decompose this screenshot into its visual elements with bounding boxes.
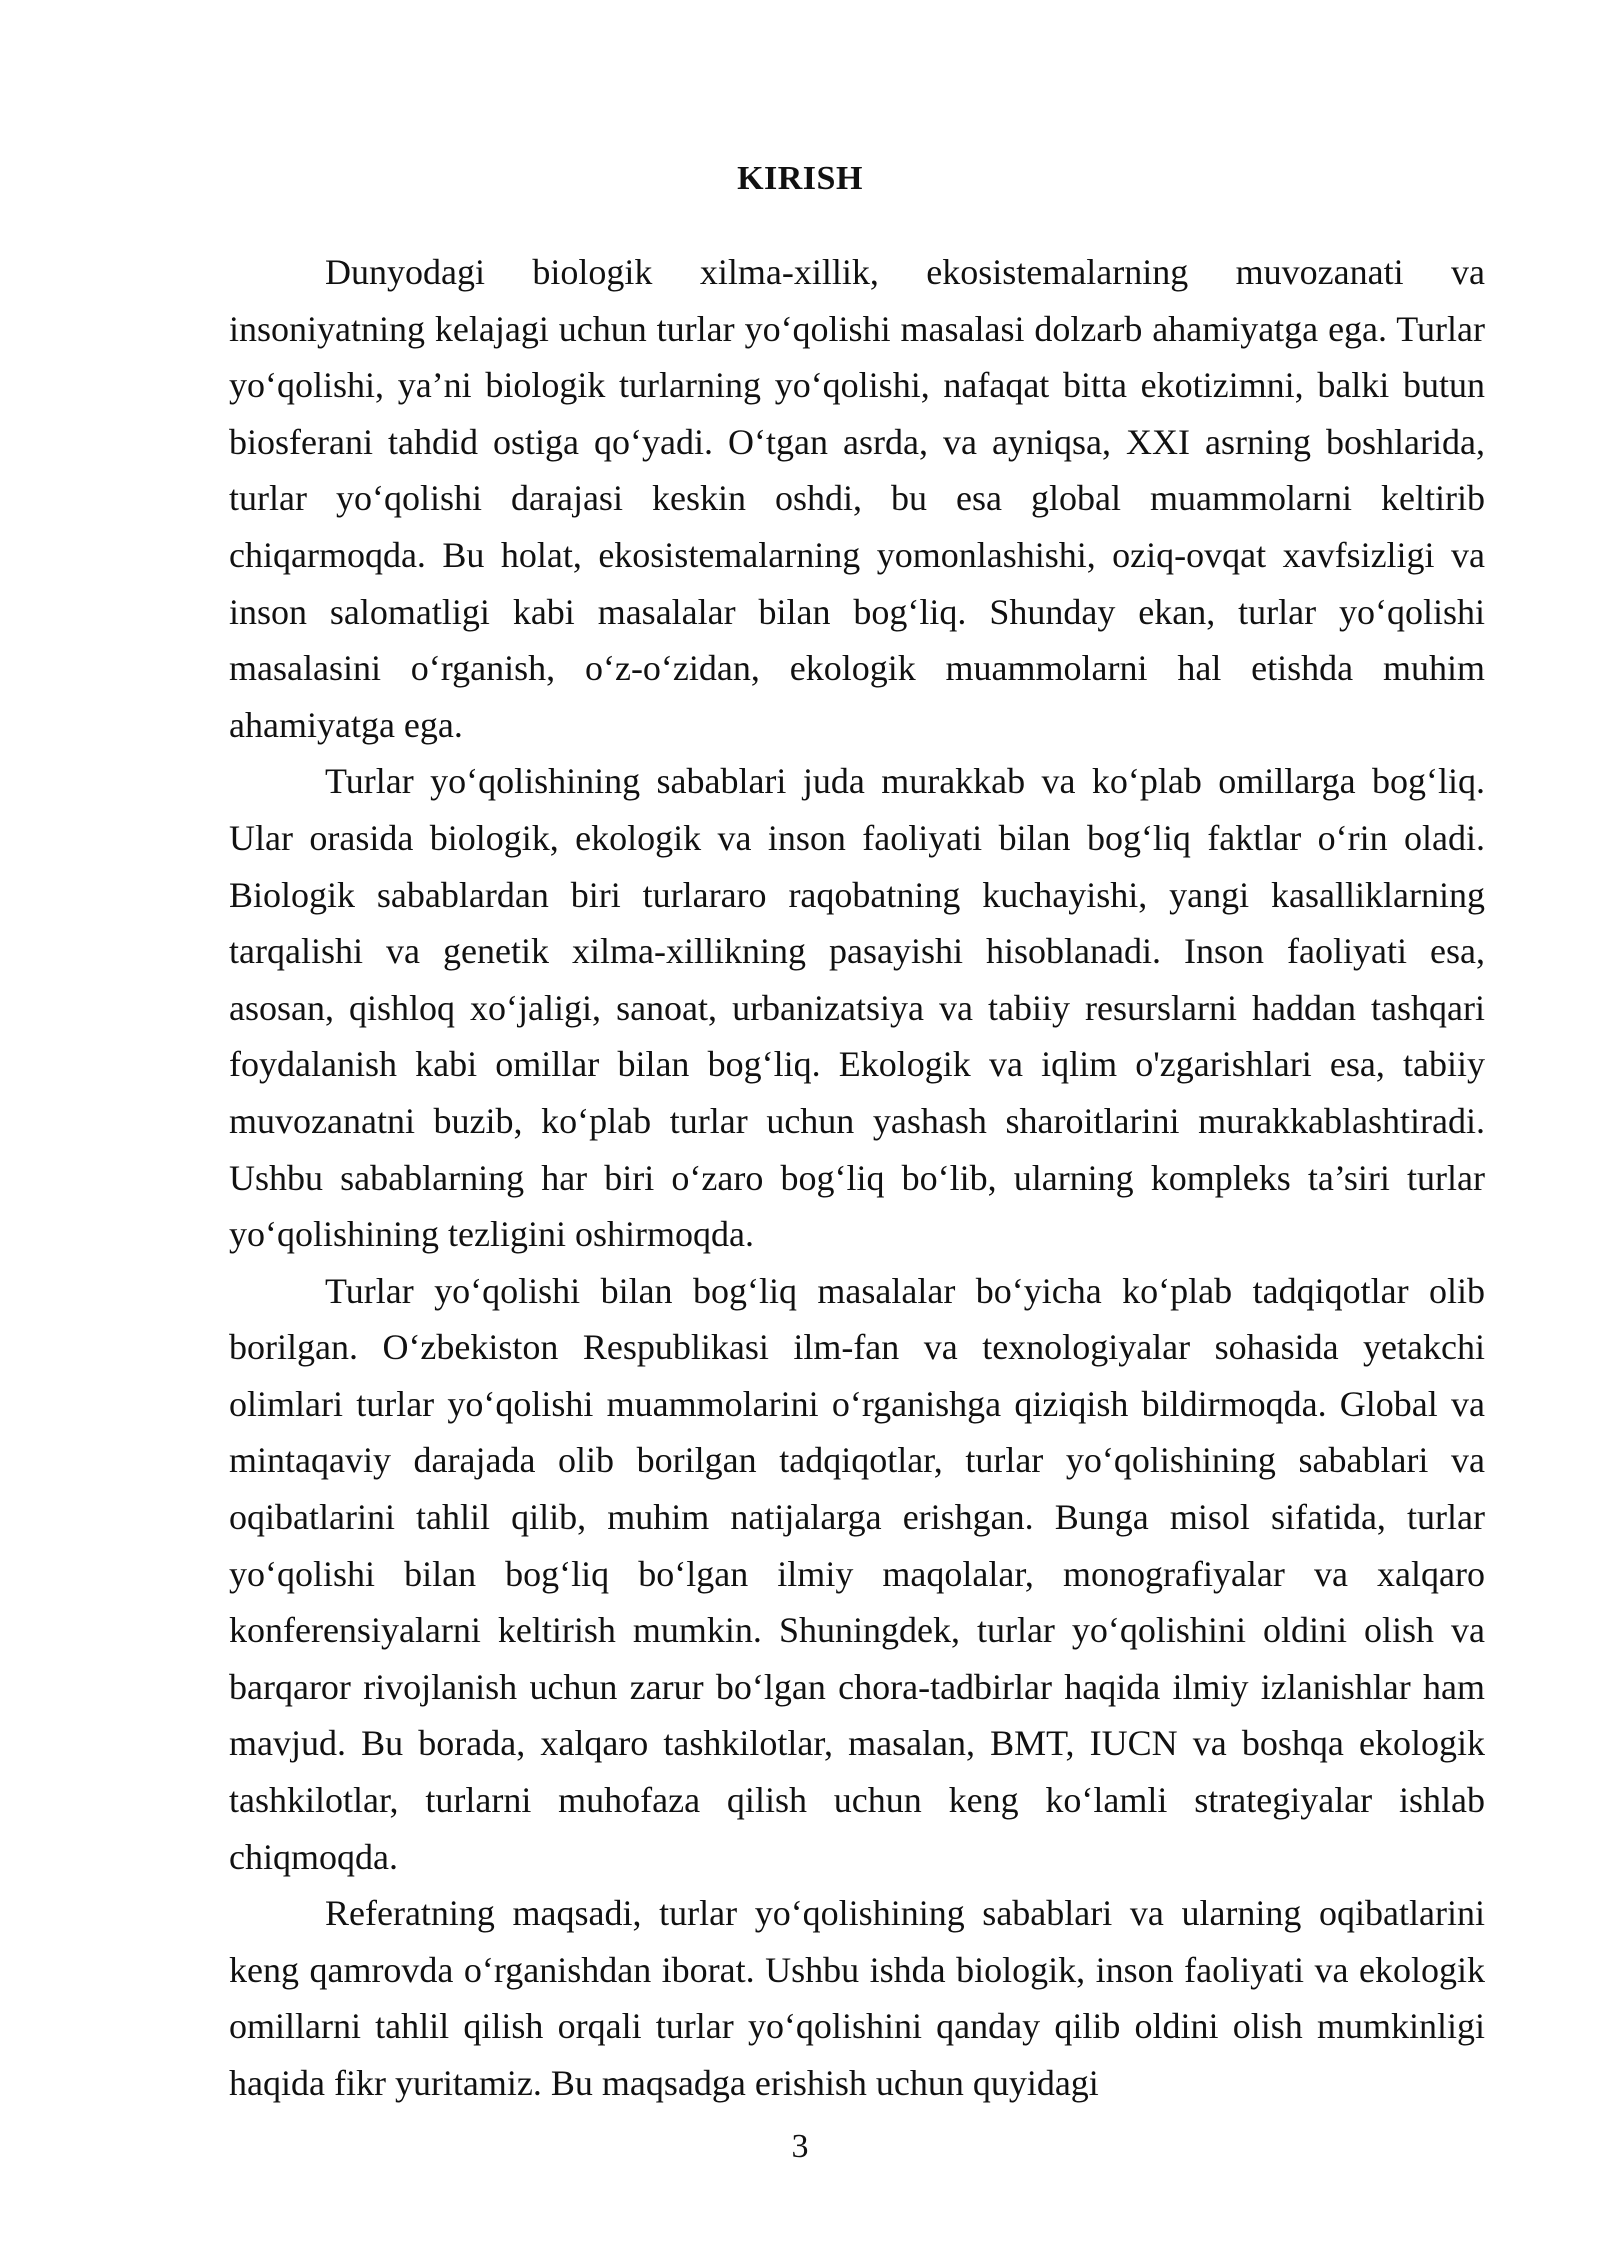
paragraph-4: Referatning maqsadi, turlar yo‘qolishining sabablari va ularning oqibatlarini keng qamrovda o‘rganishdan iborat. Ushbu ishda biologik, inson faoliyati va ekologik omillarni tahlil qilish orqali turlar yo‘qolishini qanday qilib oldini olish mumkinligi haqida fikr yuritamiz. Bu maqsadga erishish uchun quyidagi [229,1893,1485,2103]
paragraph-3: Turlar yo‘qolishi bilan bog‘liq masalalar bo‘yicha ko‘plab tadqiqotlar olib borilgan. O‘zbekiston Respublikasi ilm-fan va texnologiyalar sohasida yetakchi olimlari turlar yo‘qolishi muammolarini o‘rganishga qiziqish bildirmoqda. Global va mintaqaviy darajada olib borilgan tadqiqotlar, turlar yo‘qolishining sabablari va oqibatlarini tahlil qilib, muhim natijalarga erishgan. Bunga misol sifatida, turlar yo‘qolishi bilan bog‘liq bo‘lgan ilmiy maqolalar, monografiyalar va xalqaro konferensiyalarni keltirish mumkin. Shuningdek, turlar yo‘qolishini oldini olish va barqaror rivojlanish uchun zarur bo‘lgan chora-tadbirlar haqida ilmiy izlanishlar ham mavjud. Bu borada, xalqaro tashkilotlar, masalan, BMT, IUCN va boshqa ekologik tashkilotlar, turlarni muhofaza qilish uchun keng ko‘lamli strategiyalar ishlab chiqmoqda. [229,1270,1485,1877]
paragraph-1: Dunyodagi biologik xilma-xillik, ekosistemalarning muvozanati va insoniyatning kelajagi uchun turlar yo‘qolishi masalasi dolzarb ahamiyatga ega. Turlar yo‘qolishi, ya’ni biologik turlarning yo‘qolishi, nafaqat bitta ekotizimni, balki butun biosferani tahdid ostiga qo‘yadi. O‘tgan asrda, va ayniqsa, XXI asrning boshlarida, turlar yo‘qolishi darajasi keskin oshdi, bu esa global muammolarni keltirib chiqarmoqda. Bu holat, ekosistemalarning yomonlashishi, oziq-ovqat xavfsizligi va inson salomatligi kabi masalalar bilan bog‘liq. Shunday ekan, turlar yo‘qolishi masalasini o‘rganish, o‘z-o‘zidan, ekologik muammolarni hal etishda muhim ahamiyatga ega. [229,252,1485,745]
page-title: KIRISH [737,160,863,197]
page-number: 3 [791,2128,809,2165]
paragraph-2: Turlar yo‘qolishining sabablari juda murakkab va ko‘plab omillarga bog‘liq. Ular orasida biologik, ekologik va inson faoliyati bilan bog‘liq faktlar o‘rin oladi. Biologik sabablardan biri turlararo raqobatning kuchayishi, yangi kasalliklarning tarqalishi va genetik xilma-xillikning pasayishi hisoblanadi. Inson faoliyati esa, asosan, qishloq xo‘jaligi, sanoat, urbanizatsiya va tabiiy resurslarni haddan tashqari foydalanish kabi omillar bilan bog‘liq. Ekologik va iqlim o'zgarishlari esa, tabiiy muvozanatni buzib, ko‘plab turlar uchun yashash sharoitlarini murakkablashtiradi. Ushbu sabablarning har biri o‘zaro bog‘liq bo‘lib, ularning kompleks ta’siri turlar yo‘qolishining tezligini oshirmoqda. [229,761,1485,1255]
body-text [229,244,1485,2112]
